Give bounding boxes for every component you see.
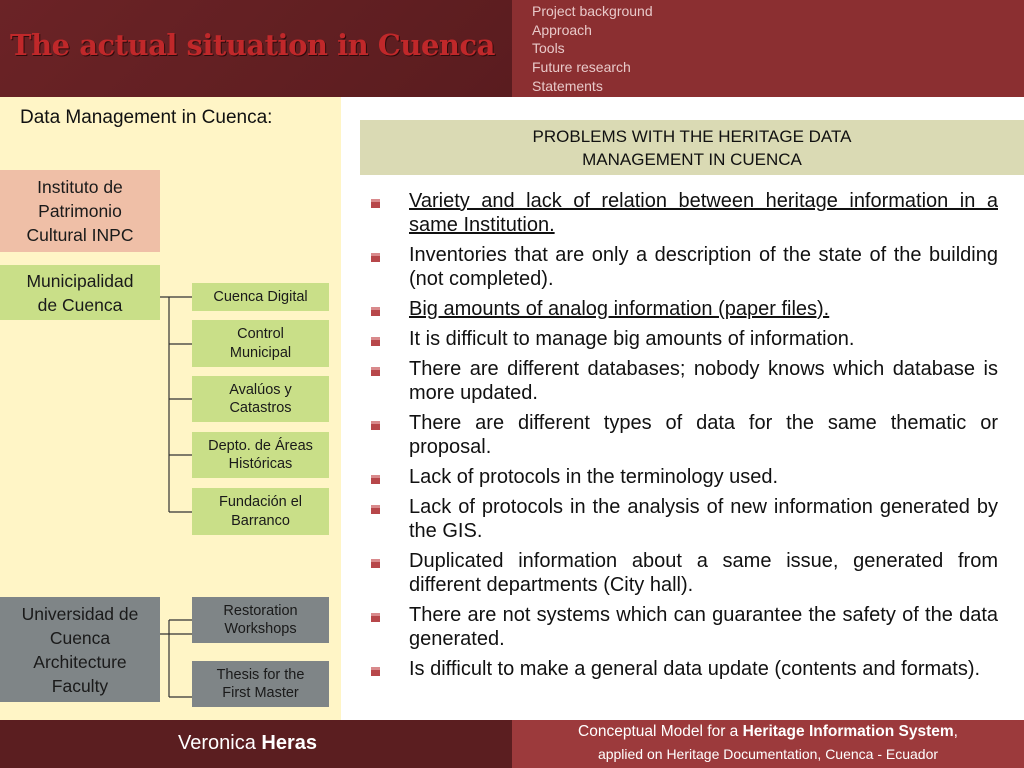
bullet-cube-icon <box>370 366 381 377</box>
nav-item-project-background[interactable]: Project background <box>532 3 653 19</box>
dept-label: Cuenca Digital <box>213 288 308 305</box>
problem-text: Is difficult to make a general data update (contents and formats). <box>409 658 981 680</box>
problem-text: Duplicated information about a same issue, generated from different departments (City hall). <box>409 550 998 596</box>
problem-text: Lack of protocols in the terminology used. <box>409 466 779 488</box>
problems-list <box>368 189 998 687</box>
bullet-cube-icon <box>370 306 381 317</box>
problems-heading <box>360 120 1024 175</box>
dept-label: Históricas <box>228 456 293 472</box>
problem-item <box>368 357 998 405</box>
inpc-line: Patrimonio <box>38 201 122 221</box>
footer-project-title <box>512 723 1024 741</box>
dept-label: Control <box>237 326 284 342</box>
problem-item <box>368 297 998 321</box>
nav-item-future-research[interactable]: Future research <box>532 59 631 76</box>
problem-item <box>368 549 998 597</box>
dept-label: Barranco <box>231 512 290 529</box>
dept-fundacion-barranco <box>192 488 329 535</box>
nav-item-tools[interactable]: Tools <box>532 40 565 57</box>
data-management-title: Data Management in Cuenca: <box>20 107 273 128</box>
universidad-line: Cuenca <box>49 627 111 648</box>
bullet-cube-icon <box>370 558 381 569</box>
dept-label: Fundación el <box>218 494 303 510</box>
footer-title-part: Conceptual Model for a <box>578 723 743 740</box>
slide-title: The actual situation in Cuenca <box>10 28 495 62</box>
municipalidad-line: de Cuenca <box>37 294 123 315</box>
problem-item <box>368 495 998 543</box>
footer-title-bold: Heritage Information System <box>742 723 954 740</box>
problem-text: Big amounts of analog information (paper files). <box>409 298 830 320</box>
dept-label: Restoration <box>223 602 298 619</box>
dept-label: Thesis for the <box>216 666 305 683</box>
problem-text: It is difficult to manage big amounts of information. <box>409 328 855 350</box>
author-first-name: Veronica <box>178 732 262 754</box>
inpc-line: Instituto de <box>37 177 123 197</box>
dept-thesis-first-master <box>192 661 329 707</box>
nav-item-approach[interactable]: Approach <box>532 21 592 38</box>
problems-heading-line: PROBLEMS WITH THE HERITAGE DATA <box>532 126 852 146</box>
dept-label: First Master <box>222 685 299 701</box>
universidad-line: Universidad de <box>21 603 139 624</box>
problem-text: Inventories that are only a description of the state of the building (not completed). <box>409 244 998 290</box>
bullet-cube-icon <box>370 612 381 623</box>
problem-item <box>368 657 998 681</box>
problem-text: There are different databases; nobody knows which database is more updated. <box>409 358 998 404</box>
dept-cuenca-digital <box>192 283 329 311</box>
dept-control-municipal <box>192 320 329 367</box>
problem-item <box>368 243 998 291</box>
dept-avaluos-catastros <box>192 376 329 422</box>
problem-text: There are different types of data for the same thematic or proposal. <box>409 412 998 458</box>
problem-item <box>368 411 998 459</box>
universidad-line: Architecture <box>33 651 127 672</box>
problem-text: There are not systems which can guarantee the safety of the data generated. <box>409 604 998 650</box>
author-name <box>178 732 317 755</box>
problem-text: Lack of protocols in the analysis of new information generated by the GIS. <box>409 496 998 542</box>
inpc-line: Cultural INPC <box>26 225 134 245</box>
dept-label: Avalúos y <box>229 381 292 398</box>
bullet-cube-icon <box>370 504 381 515</box>
dept-label: Workshops <box>224 621 297 637</box>
bullet-cube-icon <box>370 420 381 431</box>
nav-item-statements[interactable]: Statements <box>532 77 603 94</box>
bullet-cube-icon <box>370 336 381 347</box>
universidad-box <box>0 597 160 702</box>
dept-label: Depto. de Áreas <box>208 437 313 454</box>
bullet-cube-icon <box>370 198 381 209</box>
bullet-cube-icon <box>370 474 381 485</box>
dept-label: Catastros <box>229 400 292 416</box>
author-last-name: Heras <box>261 732 317 754</box>
bullet-cube-icon <box>370 666 381 677</box>
footer-title-part: , <box>953 723 958 740</box>
problem-item <box>368 189 998 237</box>
problem-item <box>368 603 998 651</box>
problem-item <box>368 327 998 351</box>
dept-areas-historicas <box>192 432 329 478</box>
footer-project-subtitle: applied on Heritage Documentation, Cuenca - Ecuador <box>597 746 939 762</box>
problems-heading-line: MANAGEMENT IN CUENCA <box>582 149 802 169</box>
dept-label: Municipal <box>229 344 292 361</box>
problem-item <box>368 465 998 489</box>
municipalidad-line: Municipalidad <box>26 270 134 291</box>
dept-restoration-workshops <box>192 597 329 643</box>
problem-text: Variety and lack of relation between heritage information in a same Institution. <box>409 190 998 236</box>
bullet-cube-icon <box>370 252 381 263</box>
universidad-line: Faculty <box>51 675 109 696</box>
